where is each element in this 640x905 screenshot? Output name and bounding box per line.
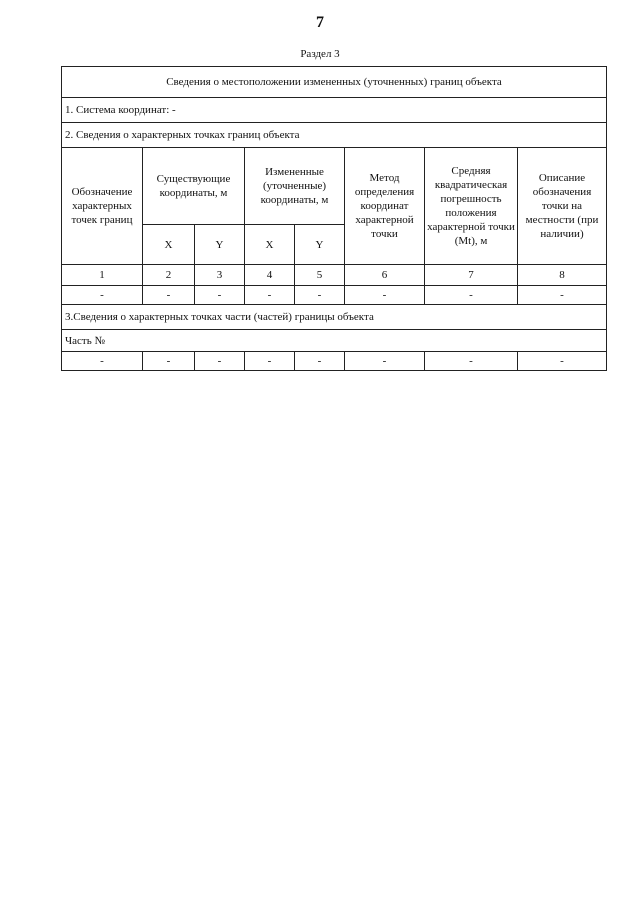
boundary-table (61, 66, 607, 371)
column-number: 1 (62, 265, 143, 286)
header-existing-y: Y (195, 225, 245, 265)
header-method: Метод определения координат характерной точки (345, 148, 425, 265)
header-accuracy: Средняя квадратическая погрешность положения характерной точки (Mt), м (425, 148, 518, 265)
table-cell: - (143, 286, 195, 305)
table-cell: - (195, 286, 245, 305)
header-changed-y: Y (295, 225, 345, 265)
column-number: 3 (195, 265, 245, 286)
header-changed-x: X (245, 225, 295, 265)
column-number: 4 (245, 265, 295, 286)
part-label: Часть № (62, 330, 607, 352)
column-numbers-row (62, 265, 607, 286)
coord-system-row: 1. Система координат: - (62, 98, 607, 123)
table-cell: - (195, 352, 245, 371)
table-cell: - (143, 352, 195, 371)
table-cell: - (345, 352, 425, 371)
table-cell: - (245, 286, 295, 305)
header-existing-x: X (143, 225, 195, 265)
table-cell: - (518, 286, 607, 305)
header-point-designation: Обозначение характерных точек границ (62, 148, 143, 265)
table-cell: - (245, 352, 295, 371)
table-cell: - (518, 352, 607, 371)
table-row (62, 286, 607, 305)
table-title: Сведения о местоположении измененных (уточненных) границ объекта (62, 67, 607, 98)
table-cell: - (62, 286, 143, 305)
page-number: 7 (316, 14, 324, 31)
section-label: Раздел 3 (300, 48, 340, 60)
header-changed-coords: Измененные (уточненные) координаты, м (245, 148, 345, 225)
parts-heading: 3.Сведения о характерных точках части (частей) границы объекта (62, 305, 607, 330)
table-cell: - (425, 286, 518, 305)
column-number: 5 (295, 265, 345, 286)
column-number: 7 (425, 265, 518, 286)
table-cell: - (62, 352, 143, 371)
table-row (62, 352, 607, 371)
points-heading: 2. Сведения о характерных точках границ объекта (62, 123, 607, 148)
table-cell: - (295, 352, 345, 371)
column-number: 2 (143, 265, 195, 286)
header-description: Описание обозначения точки на местности (при наличии) (518, 148, 607, 265)
table-cell: - (425, 352, 518, 371)
table-cell: - (295, 286, 345, 305)
table-cell: - (345, 286, 425, 305)
column-number: 6 (345, 265, 425, 286)
column-number: 8 (518, 265, 607, 286)
header-existing-coords: Существующие координаты, м (143, 148, 245, 225)
